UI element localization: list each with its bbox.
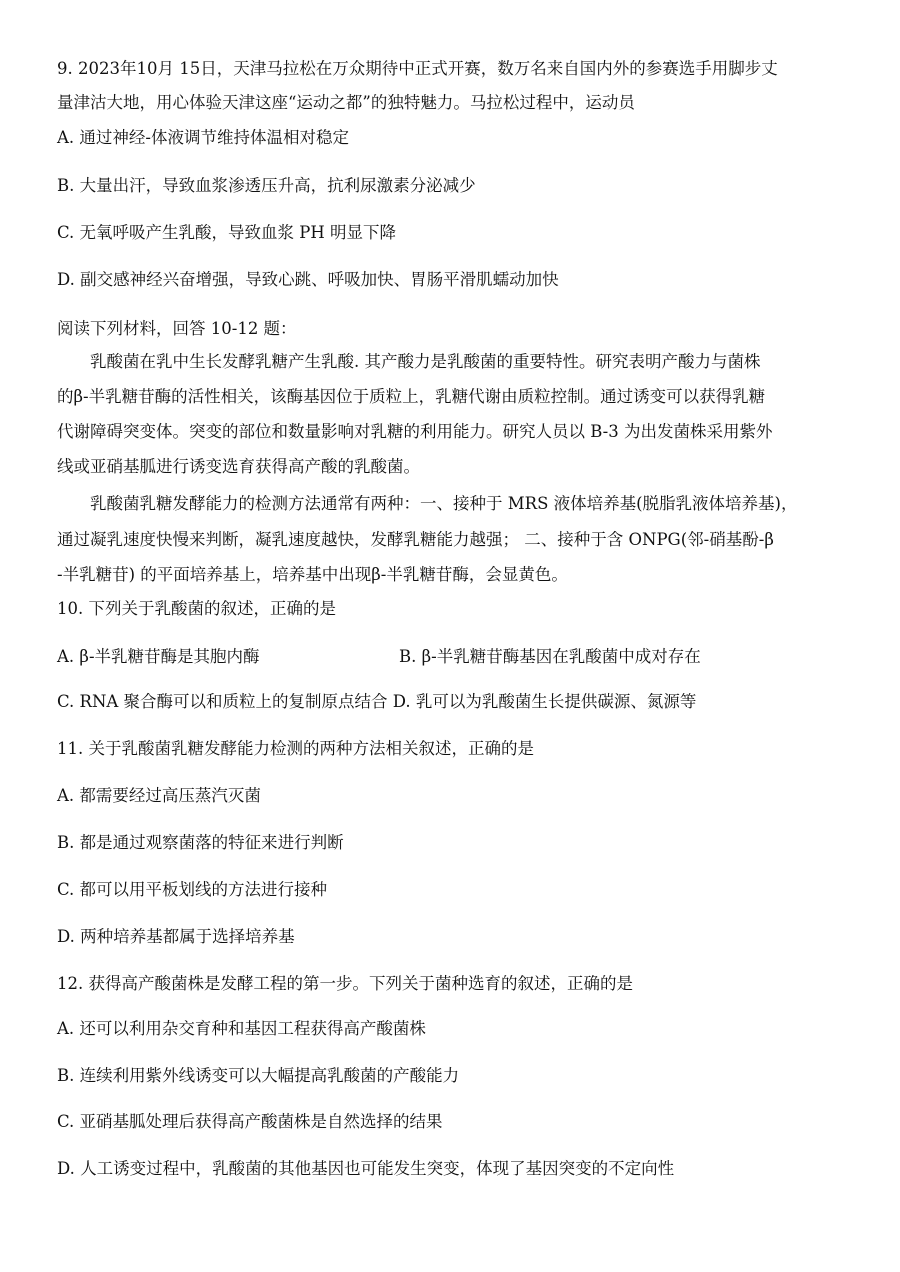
q9-stem-line-2: 量津沽大地，用心体验天津这座“运动之都”的独特魅力。马拉松过程中，运动员 [57, 93, 635, 112]
q11-option-d: D. 两种培养基都属于选择培养基 [57, 927, 295, 946]
q12-option-c: C. 亚硝基胍处理后获得高产酸菌株是自然选择的结果 [57, 1112, 443, 1131]
q10-option-a: A. β-半乳糖苷酶是其胞内酶 [57, 647, 260, 666]
q9-option-c: C. 无氧呼吸产生乳酸，导致血浆 PH 明显下降 [57, 223, 397, 242]
passage-intro: 阅读下列材料，回答 10-12 题： [57, 319, 297, 338]
q9-stem-line-1: 9. 2023年10月 15日，天津马拉松在万众期待中正式开赛，数万名来自国内外的参赛选手用脚步丈 [57, 59, 778, 78]
q9-option-d: D. 副交感神经兴奋增强，导致心跳、呼吸加快、胃肠平滑肌蠕动加快 [57, 270, 559, 289]
passage-p1-line-2: 的β-半乳糖苷酶的活性相关，该酶基因位于质粒上，乳糖代谢由质粒控制。通过诱变可以获得乳糖 [57, 387, 766, 406]
q11-stem: 11. 关于乳酸菌乳糖发酵能力检测的两种方法相关叙述，正确的是 [57, 739, 534, 758]
passage-p1-line-1: 乳酸菌在乳中生长发酵乳糖产生乳酸. 其产酸力是乳酸菌的重要特性。研究表明产酸力与菌株 [90, 352, 761, 371]
q9-option-b: B. 大量出汗，导致血浆渗透压升高，抗利尿激素分泌减少 [57, 176, 476, 195]
passage-p2-line-2: 通过凝乳速度快慢来判断，凝乳速度越快，发酵乳糖能力越强； 二、接种于含 ONPG(邻-硝基酚-β [57, 530, 774, 549]
q12-stem: 12. 获得高产酸菌株是发酵工程的第一步。下列关于菌种选育的叙述，正确的是 [57, 974, 633, 993]
q10-stem: 10. 下列关于乳酸菌的叙述，正确的是 [57, 599, 336, 618]
passage-p2-line-3: -半乳糖苷) 的平面培养基上，培养基中出现β-半乳糖苷酶，会显黄色。 [57, 565, 568, 584]
passage-p1-line-3: 代谢障碍突变体。突变的部位和数量影响对乳糖的利用能力。研究人员以 B-3 为出发菌株采用紫外 [57, 422, 773, 441]
q11-option-c: C. 都可以用平板划线的方法进行接种 [57, 880, 328, 899]
q12-option-d: D. 人工诱变过程中，乳酸菌的其他基因也可能发生突变，体现了基因突变的不定向性 [57, 1159, 675, 1178]
q10-option-cd: C. RNA 聚合酶可以和质粒上的复制原点结合 D. 乳可以为乳酸菌生长提供碳源、氮源等 [57, 692, 697, 711]
passage-p1-line-4: 线或亚硝基胍进行诱变选育获得高产酸的乳酸菌。 [57, 457, 420, 476]
q9-option-a: A. 通过神经-体液调节维持体温相对稳定 [57, 128, 349, 147]
q12-option-b: B. 连续利用紫外线诱变可以大幅提高乳酸菌的产酸能力 [57, 1066, 460, 1085]
passage-p2-line-1: 乳酸菌乳糖发酵能力的检测方法通常有两种：一、接种于 MRS 液体培养基(脱脂乳液体培养基)， [90, 494, 798, 513]
q11-option-b: B. 都是通过观察菌落的特征来进行判断 [57, 833, 344, 852]
q12-option-a: A. 还可以利用杂交育种和基因工程获得高产酸菌株 [57, 1019, 426, 1038]
q10-option-b: B. β-半乳糖苷酶基因在乳酸菌中成对存在 [399, 647, 701, 666]
q11-option-a: A. 都需要经过高压蒸汽灭菌 [57, 786, 261, 805]
